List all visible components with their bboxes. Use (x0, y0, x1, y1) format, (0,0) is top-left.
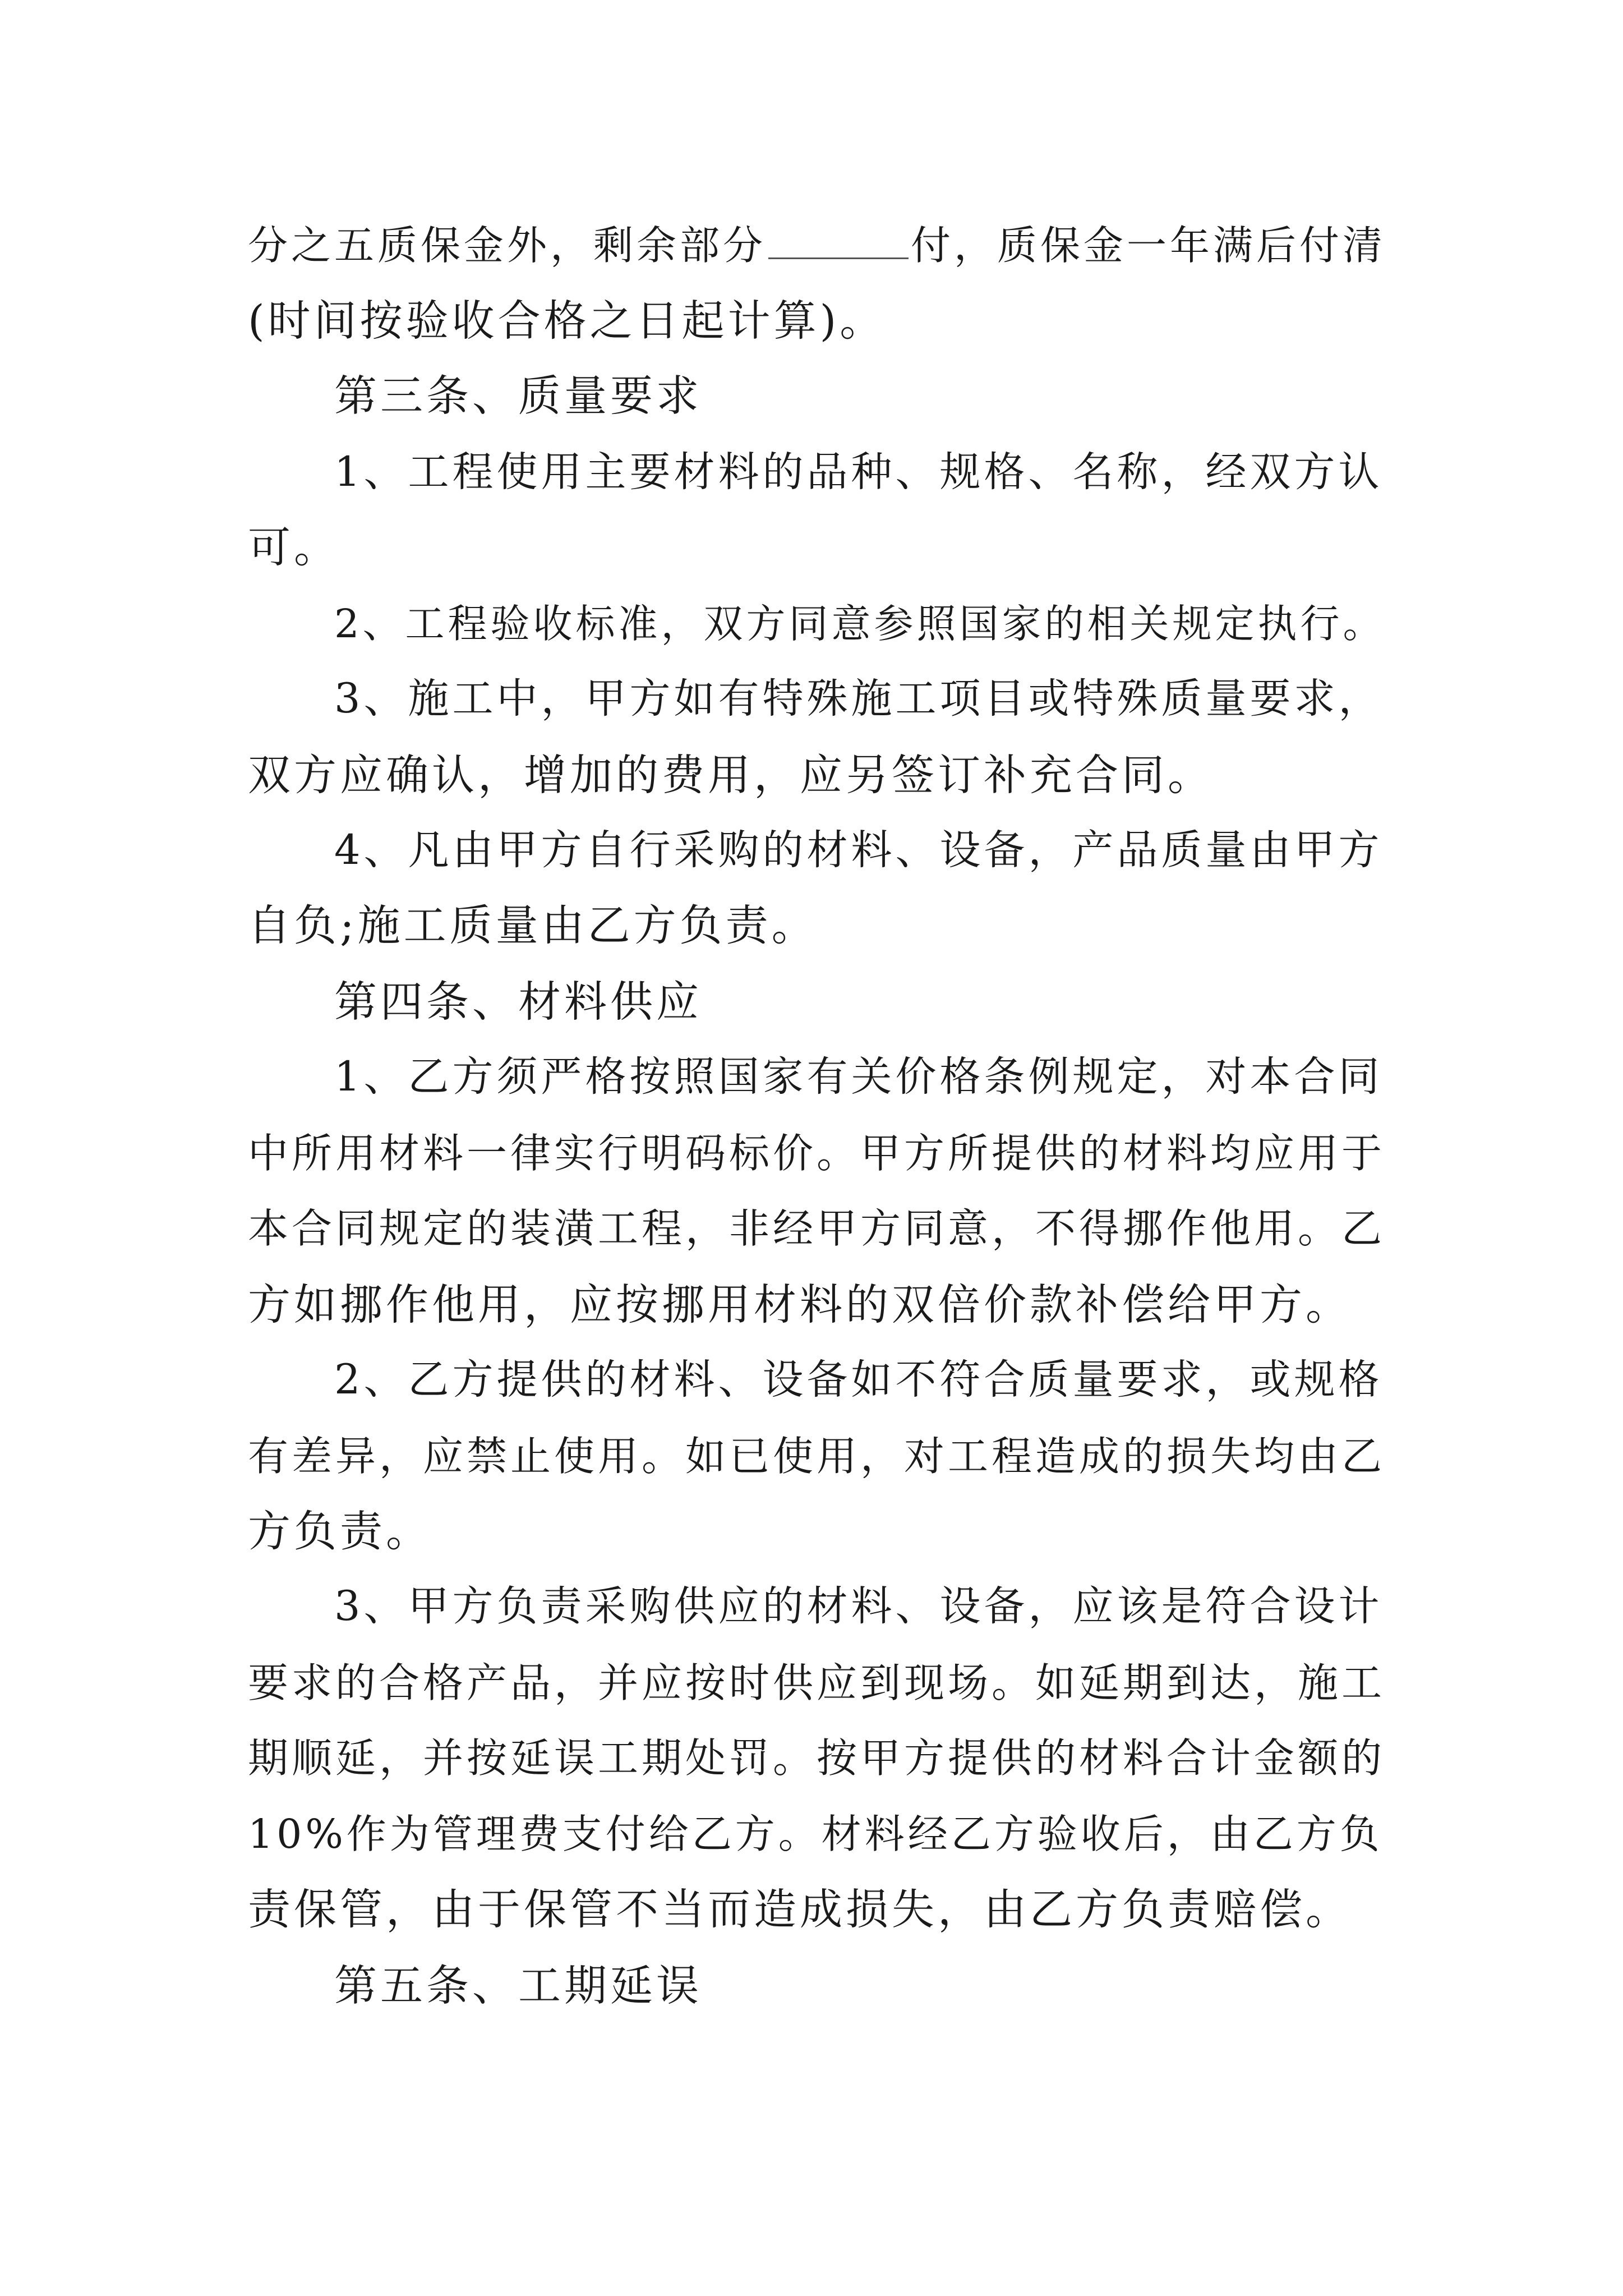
paragraph-line: 双方应确认，增加的费用，应另签订补充合同。 (248, 750, 1214, 800)
paragraph-line: 方如挪作他用，应按挪用材料的双倍价款补偿给甲方。 (248, 1280, 1352, 1329)
paragraph-line: 10%作为管理费支付给乙方。材料经乙方验收后，由乙方负 (248, 1811, 1383, 1857)
paragraph-line: 方负责。 (248, 1506, 432, 1556)
article-5-heading: 第五条、工期延误 (334, 1961, 702, 2010)
paragraph-line: 4、凡由甲方自行采购的材料、设备，产品质量由甲方 (334, 826, 1383, 874)
paragraph-line: 本合同规定的装潢工程，非经甲方同意，不得挪作他用。乙 (248, 1205, 1386, 1252)
paragraph-line: 有差异，应禁止使用。如已使用，对工程造成的损失均由乙 (248, 1433, 1386, 1480)
paragraph-line: 可。 (248, 522, 340, 572)
paragraph-line: 期顺延，并按延误工期处罚。按甲方提供的材料合计金额的 (248, 1734, 1386, 1782)
fill-in-blank (768, 222, 909, 259)
paragraph-line: 要求的合格产品，并应按时供应到现场。如延期到达，施工 (248, 1659, 1386, 1706)
paragraph-line (248, 218, 1386, 274)
text-segment: 付，质保金一年满后付清 (911, 222, 1386, 269)
paragraph-line: 3、甲方负责采购供应的材料、设备，应该是符合设计 (334, 1582, 1383, 1630)
article-3-heading: 第三条、质量要求 (334, 371, 702, 421)
paragraph-line: 3、施工中，甲方如有特殊施工项目或特殊质量要求， (334, 675, 1383, 723)
paragraph-line: 2、工程验收标准，双方同意参照国家的相关规定执行。 (334, 601, 1386, 647)
paragraph-line: 1、工程使用主要材料的品种、规格、名称，经双方认 (334, 448, 1383, 496)
paragraph-line: 自负;施工质量由乙方负责。 (248, 900, 818, 950)
paragraph-line: (时间按验收合格之日起计算)。 (248, 296, 886, 346)
article-4-heading: 第四条、材料供应 (334, 977, 702, 1027)
paragraph-line: 责保管，由于保管不当而造成损失，由乙方负责赔偿。 (248, 1884, 1352, 1934)
paragraph-line: 2、乙方提供的材料、设备如不符合质量要求，或规格 (334, 1356, 1383, 1404)
paragraph-line: 中所用材料一律实行明码标价。甲方所提供的材料均应用于 (248, 1130, 1386, 1177)
text-segment: 分之五质保金外，剩余部分 (248, 222, 767, 269)
paragraph-line: 1、乙方须严格按照国家有关价格条例规定，对本合同 (334, 1053, 1383, 1101)
